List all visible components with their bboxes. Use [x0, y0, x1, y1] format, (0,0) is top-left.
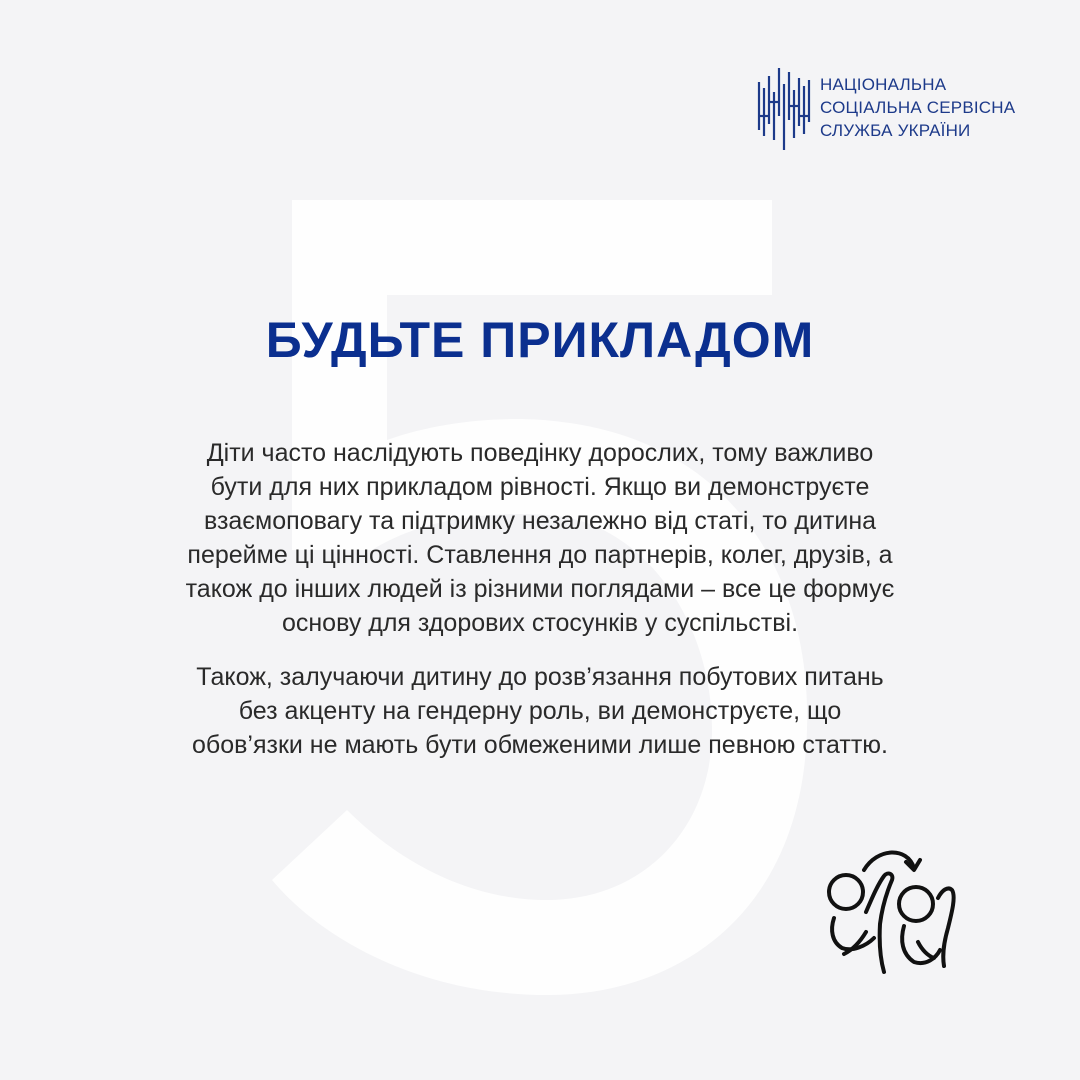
- logo: [756, 62, 1015, 152]
- body-paragraph-1: [90, 436, 990, 640]
- nsss-logo-icon: [756, 62, 812, 152]
- logo-text: [820, 73, 1015, 142]
- logo-line-3: СЛУЖБА УКРАЇНИ: [820, 120, 971, 140]
- paragraph-line: без акценту на гендерну роль, ви демонструєте, що: [238, 697, 842, 725]
- page-title: БУДЬТЕ ПРИКЛАДОМ: [265, 312, 815, 368]
- paragraph-line: обов’язки не мають бути обмеженими лише певною статтю.: [192, 731, 888, 759]
- paragraph-line: основу для здорових стосунків у суспільстві.: [281, 609, 799, 637]
- paragraph-line: взаємоповагу та підтримку незалежно від статі, то дитина: [203, 507, 877, 535]
- paragraph-line: перейме ці цінності. Ставлення до партнерів, колег, друзів, а: [187, 541, 893, 569]
- paragraph-line: бути для них прикладом рівності. Якщо ви демонструєте: [210, 473, 870, 501]
- paragraph-line: Також, залучаючи дитину до розв’язання побутових питань: [196, 663, 884, 691]
- paragraph-line: також до інших людей із різними поглядами – все це формує: [185, 575, 895, 603]
- logo-line-1: НАЦІОНАЛЬНА: [820, 74, 947, 94]
- paragraph-line: Діти часто наслідують поведінку дорослих, тому важливо: [206, 439, 874, 467]
- body-paragraph-2: [90, 660, 990, 762]
- logo-line-2: СОЦІАЛЬНА СЕРВІСНА: [820, 97, 1016, 117]
- two-people-exchange-icon: [822, 846, 966, 986]
